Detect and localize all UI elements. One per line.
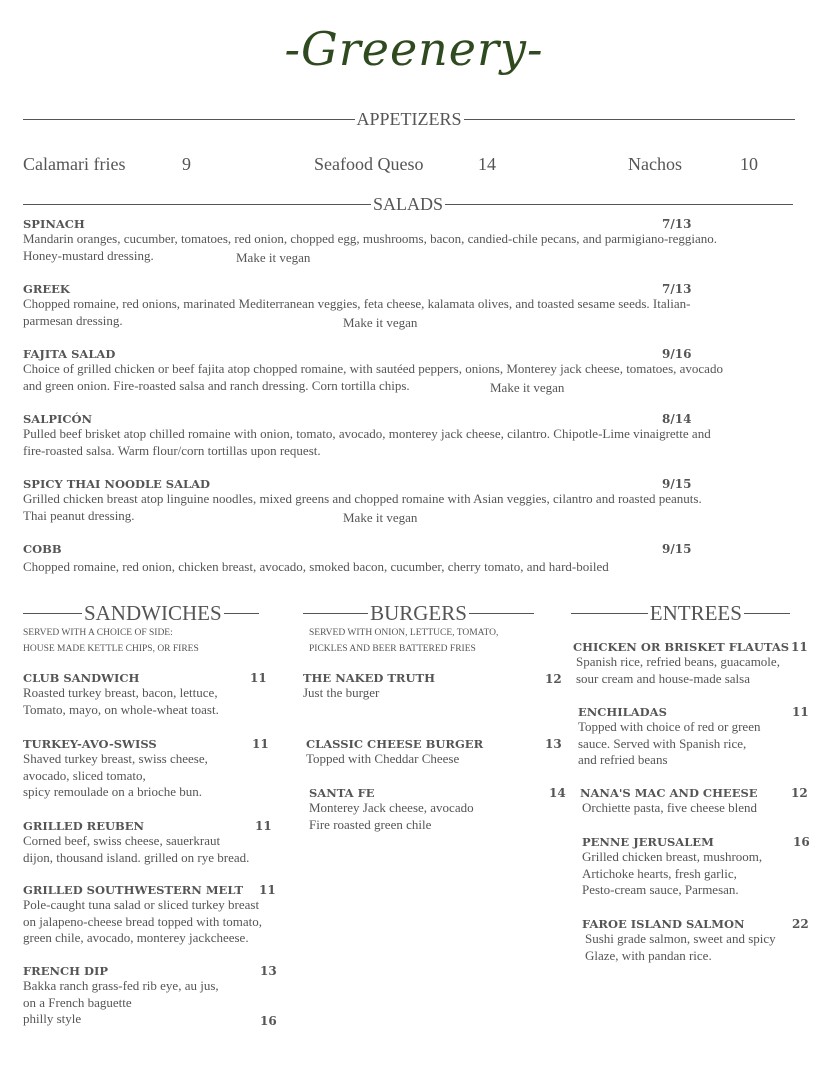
salad-price: 9/15: [662, 477, 692, 491]
divider-line: [23, 119, 355, 120]
salad-item: [23, 477, 808, 524]
sandwich-price: 11: [255, 819, 272, 833]
burger-description: Monterey Jack cheese, avocado: [309, 800, 474, 815]
restaurant-logo: -Greenery-: [284, 22, 544, 76]
burger-item: [306, 737, 566, 768]
burgers-subtitle: PICKLES AND BEER BATTERED FRIES: [309, 644, 476, 654]
sandwich-price: 11: [252, 737, 269, 751]
divider-line: [23, 613, 82, 614]
salad-item: [23, 282, 808, 329]
salad-name: SPICY THAI NOODLE SALAD: [23, 477, 211, 491]
burger-price: 14: [549, 786, 566, 800]
entree-price: 16: [793, 835, 810, 849]
entree-price: 12: [791, 786, 808, 800]
salad-dressing: fire-roasted salsa. Warm flour/corn tortillas upon request.: [23, 442, 321, 458]
salad-description: Choice of grilled chicken or beef fajita atop chopped romaine, with sautéed peppers, onions, Monterey jack cheese, tomatoes, avocado: [23, 361, 723, 376]
sandwich-item: [23, 883, 293, 947]
salad-description: Mandarin oranges, cucumber, tomatoes, red onion, chopped egg, mushrooms, bacon, candied-chile pecans, and parmigiano-reggiano.: [23, 231, 718, 246]
sandwiches-side-note: [23, 625, 199, 657]
burger-name: SANTA FE: [309, 786, 375, 800]
salad-price: 9/15: [662, 542, 692, 556]
salad-description: Chopped romaine, red onion, chicken breast, avocado, smoked bacon, cucumber, cherry tomato, and hard-boiled: [23, 559, 609, 574]
burger-description: Just the burger: [303, 685, 380, 700]
entree-item: [582, 835, 813, 899]
salad-dressing: Thai peanut dressing.: [23, 507, 135, 523]
salad-item: [23, 542, 808, 576]
divider-line: [303, 613, 368, 614]
make-vegan-note: Make it vegan: [343, 315, 418, 330]
entree-description: Pesto-cream sauce, Parmesan.: [582, 882, 739, 897]
burger-name: THE NAKED TRUTH: [303, 671, 435, 685]
entree-price: 11: [792, 705, 809, 719]
entree-description: sauce. Served with Spanish rice,: [578, 735, 747, 751]
salads-header: [23, 193, 793, 215]
sandwich-description: Shaved turkey breast, swiss cheese,: [23, 751, 208, 766]
burger-price: 13: [545, 737, 562, 751]
sandwich-description: Bakka ranch grass-fed rib eye, au jus,: [23, 978, 219, 993]
sandwich-price: 11: [259, 883, 276, 897]
appetizer-name: Seafood Queso: [314, 154, 424, 174]
salad-item: [23, 347, 808, 394]
entree-name: CHICKEN OR BRISKET FLAUTAS: [573, 640, 790, 654]
sandwich-description: spicy remoulade on a brioche bun.: [23, 784, 203, 799]
make-vegan-note: Make it vegan: [490, 380, 565, 395]
entree-description: Spanish rice, refried beans, guacamole,: [576, 654, 780, 669]
divider-line: [23, 204, 371, 205]
entree-description: sour cream and house-made salsa: [576, 670, 750, 686]
burger-item: [309, 786, 569, 833]
salad-description: Grilled chicken breast atop linguine noodles, mixed greens and chopped romaine with Asian veggies, cilantro and roasted peanuts.: [23, 491, 702, 506]
sandwich-description: Pole-caught tuna salad or sliced turkey breast: [23, 897, 260, 912]
entree-description: Sushi grade salmon, sweet and spicy: [585, 931, 776, 946]
salad-name: COBB: [23, 542, 62, 556]
entree-item: [582, 917, 813, 964]
salad-price: 7/13: [662, 282, 692, 296]
salad-price: 8/14: [662, 412, 692, 426]
entree-price: 11: [791, 640, 808, 654]
sandwich-description: on jalapeno-cheese bread topped with tomato,: [23, 913, 262, 929]
salad-dressing: parmesan dressing.: [23, 312, 123, 328]
entree-item: [580, 786, 813, 817]
salad-name: SALPICÓN: [23, 412, 93, 426]
appetizers-header: [23, 108, 795, 130]
entrees-header: [571, 600, 790, 626]
divider-line: [571, 613, 648, 614]
burger-description: Topped with Cheddar Cheese: [306, 751, 460, 766]
divider-line: [464, 119, 796, 120]
entree-name: FAROE ISLAND SALMON: [582, 917, 745, 931]
divider-line: [744, 613, 790, 614]
divider-line: [224, 613, 259, 614]
divider-line: [469, 613, 534, 614]
sandwich-description: Corned beef, swiss cheese, sauerkraut: [23, 833, 221, 848]
philly-style-price: 16: [260, 1014, 277, 1028]
burger-name: CLASSIC CHEESE BURGER: [306, 737, 484, 751]
entree-item: [578, 705, 813, 769]
salads-heading: SALADS: [373, 193, 444, 214]
entree-description: and refried beans: [578, 752, 668, 767]
entree-description: Glaze, with pandan rice.: [585, 947, 712, 963]
sandwiches-subtitle: SERVED WITH A CHOICE OF SIDE:: [23, 628, 173, 638]
salad-dressing: and green onion. Fire-roasted salsa and ranch dressing. Corn tortilla chips.: [23, 377, 410, 393]
make-vegan-note: Make it vegan: [343, 510, 418, 525]
sandwich-name: CLUB SANDWICH: [23, 671, 140, 685]
entree-name: ENCHILADAS: [578, 705, 667, 719]
entree-description: Topped with choice of red or green: [578, 719, 761, 734]
sandwich-description: Roasted turkey breast, bacon, lettuce,: [23, 685, 218, 700]
sandwiches-header: [23, 600, 259, 626]
burgers-header: [303, 600, 534, 626]
entree-description: Orchiette pasta, five cheese blend: [582, 800, 758, 815]
entree-name: NANA'S MAC AND CHEESE: [580, 786, 758, 800]
burgers-heading: BURGERS: [370, 600, 467, 625]
appetizer-price: 10: [740, 154, 758, 174]
sandwich-item: [23, 819, 293, 866]
philly-style-option: philly style: [23, 1011, 82, 1026]
burgers-subtitle: SERVED WITH ONION, LETTUCE, TOMATO,: [309, 628, 499, 638]
sandwich-item: [23, 964, 283, 1028]
burger-item: [303, 671, 563, 702]
sandwich-description: dijon, thousand island. grilled on rye bread.: [23, 849, 250, 865]
salad-item: [23, 217, 808, 264]
appetizer-price: 9: [182, 154, 191, 174]
appetizers-heading: APPETIZERS: [356, 108, 462, 129]
salad-description: Chopped romaine, red onions, marinated Mediterranean veggies, feta cheese, kalamata olives, and toasted sesame seeds. Italian-: [23, 296, 691, 311]
salad-name: FAJITA SALAD: [23, 347, 116, 361]
sandwich-description: green chile, avocado, monterey jackcheese.: [23, 930, 249, 945]
salad-item: [23, 412, 808, 459]
entree-description: Grilled chicken breast, mushroom,: [582, 849, 763, 864]
entree-item: [573, 640, 813, 687]
sandwich-description: on a French baguette: [23, 994, 132, 1010]
sandwiches-heading: SANDWICHES: [83, 600, 222, 625]
appetizers-list: [23, 154, 803, 178]
sandwich-price: 13: [260, 964, 277, 978]
salad-price: 7/13: [662, 217, 692, 231]
sandwich-name: GRILLED SOUTHWESTERN MELT: [23, 883, 244, 897]
entree-price: 22: [792, 917, 809, 931]
divider-line: [445, 204, 793, 205]
salad-name: GREEK: [23, 282, 70, 296]
salad-description: Pulled beef brisket atop chilled romaine with onion, tomato, avocado, monterey jack cheese, cilantro. Chipotle-Lime vinaigrette and: [23, 426, 711, 441]
make-vegan-note: Make it vegan: [236, 250, 311, 265]
sandwich-item: [23, 737, 283, 801]
burgers-side-note: [309, 625, 498, 657]
sandwich-description: Tomato, mayo, on whole-wheat toast.: [23, 701, 219, 717]
entrees-heading: ENTREES: [649, 600, 742, 625]
appetizer-name: Nachos: [628, 154, 682, 174]
sandwich-name: GRILLED REUBEN: [23, 819, 145, 833]
salad-name: SPINACH: [23, 217, 85, 231]
entree-name: PENNE JERUSALEM: [582, 835, 714, 849]
appetizer-name: Calamari fries: [23, 154, 126, 174]
sandwich-price: 11: [250, 671, 267, 685]
sandwiches-subtitle: HOUSE MADE KETTLE CHIPS, OR FIRES: [23, 644, 199, 654]
burger-price: 12: [545, 672, 562, 686]
sandwich-item: [23, 671, 283, 718]
sandwich-name: FRENCH DIP: [23, 964, 109, 978]
burger-description: Fire roasted green chile: [309, 816, 432, 832]
sandwich-description: avocado, sliced tomato,: [23, 767, 146, 783]
salad-price: 9/16: [662, 347, 692, 361]
appetizer-price: 14: [478, 154, 496, 174]
salad-dressing: Honey-mustard dressing.: [23, 247, 154, 263]
entree-description: Artichoke hearts, fresh garlic,: [582, 865, 737, 881]
sandwich-name: TURKEY-AVO-SWISS: [23, 737, 157, 751]
